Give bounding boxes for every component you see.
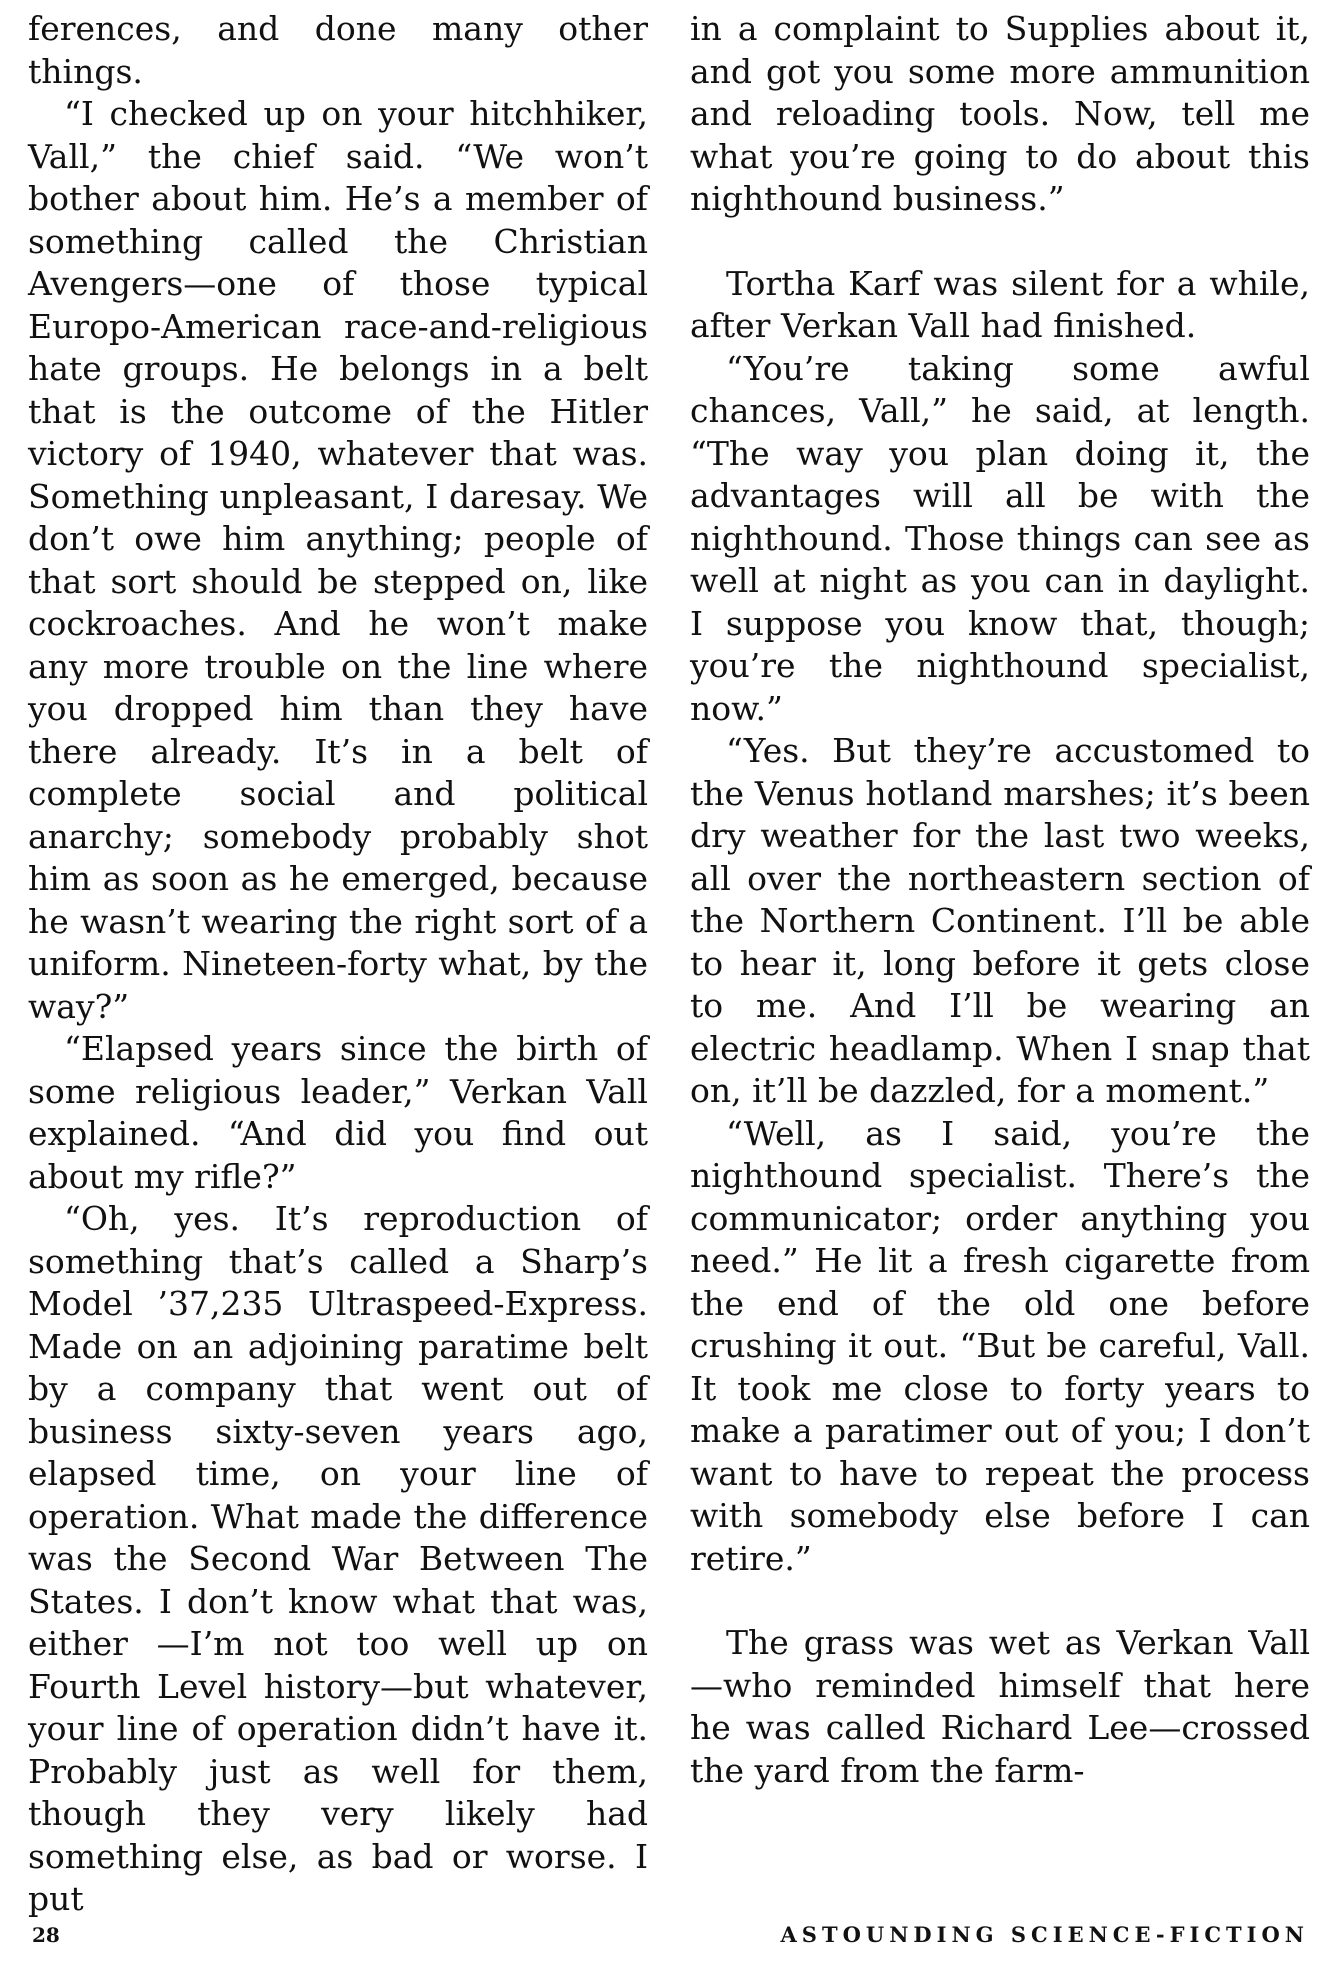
paragraph-specialist: “Well, as I said, you’re the nighthound specialist. There’s the communicator; order anything you need.” He lit a fresh cigarette from the end of the old one before crushing it out. “But be careful, Vall. It took me close to forty years to make a paratimer out of you; I don’t want to have to repeat the process with somebody else before I can retire.”	[690, 1113, 1310, 1578]
running-title: ASTOUNDING SCIENCE-FICTION	[780, 1922, 1309, 1947]
paragraph-venus-marshes: “Yes. But they’re accustomed to the Venus hotland marshes; it’s been dry weather for the last two weeks, all over the northeastern section of the Northern Continent. I’ll be able to hear it, long before it gets close to me. And I’ll be wearing an electric headlamp. When I snap that on, it’ll be dazzled, for a moment.”	[690, 731, 1310, 1110]
paragraph-hitchhiker: “I checked up on your hitchhiker, Vall,” the chief said. “We won’t bother about him. He’s a member of something called the Christian Avengers—one of those typical Europo-American race-and-religious hate groups. He belongs in a belt that is the outcome of the Hitler victory of 1940, whatever that was. Something unpleasant, I daresay. We don’t owe him anything; people of that sort should be stepped on, like cockroaches. And he won’t make any more trouble on the line where you dropped him than they have there already. It’s in a belt of complete social and political anarchy; somebody probably shot him as soon as he emerged, because he wasn’t wearing the right sort of a uniform. Nineteen-forty what, by the way?”	[28, 94, 648, 1026]
right-column	[690, 8, 1310, 1792]
left-column	[28, 8, 648, 1921]
paragraph-complaint: in a complaint to Supplies about it, and got you some more ammunition and reloading tools. Now, tell me what you’re going to do about this nighthound business.”	[690, 9, 1310, 218]
paragraph-elapsed-years: “Elapsed years since the birth of some religious leader,” Verkan Vall explained. “And did you find out about my rifle?”	[28, 1029, 648, 1196]
paragraph-awful-chances: “You’re taking some awful chances, Vall,” he said, at length. “The way you plan doing it, the advantages will all be with the nighthound. Those things can see as well at night as you can in daylight. I suppose you know that, though; you’re the nighthound specialist, now.”	[690, 348, 1310, 728]
paragraph-rifle: “Oh, yes. It’s reproduction of something that’s called a Sharp’s Model ’37,235 Ultraspeed-Express. Made on an adjoining paratime belt by a company that went out of business sixty-seven years ago, elapsed time, on your line of operation. What made the difference was the Second War Between The States. I don’t know what that was, either —I’m not too well up on Fourth Level history—but whatever, your line of operation didn’t have it. Probably just as well for them, though they very likely had something else, as bad or worse. I put	[28, 1199, 648, 1918]
page-number: 28	[32, 1923, 60, 1947]
paragraph-grass-wet: The grass was wet as Verkan Vall—who reminded himself that here he was called Richard Lee—crossed the yard from the farm-	[690, 1623, 1310, 1790]
page-footer	[0, 1920, 1343, 1956]
paragraph-continuation: ferences, and done many other things.	[28, 9, 648, 91]
paragraph-tortha-silent: Tortha Karf was silent for a while, after Verkan Vall had finished.	[690, 263, 1310, 345]
